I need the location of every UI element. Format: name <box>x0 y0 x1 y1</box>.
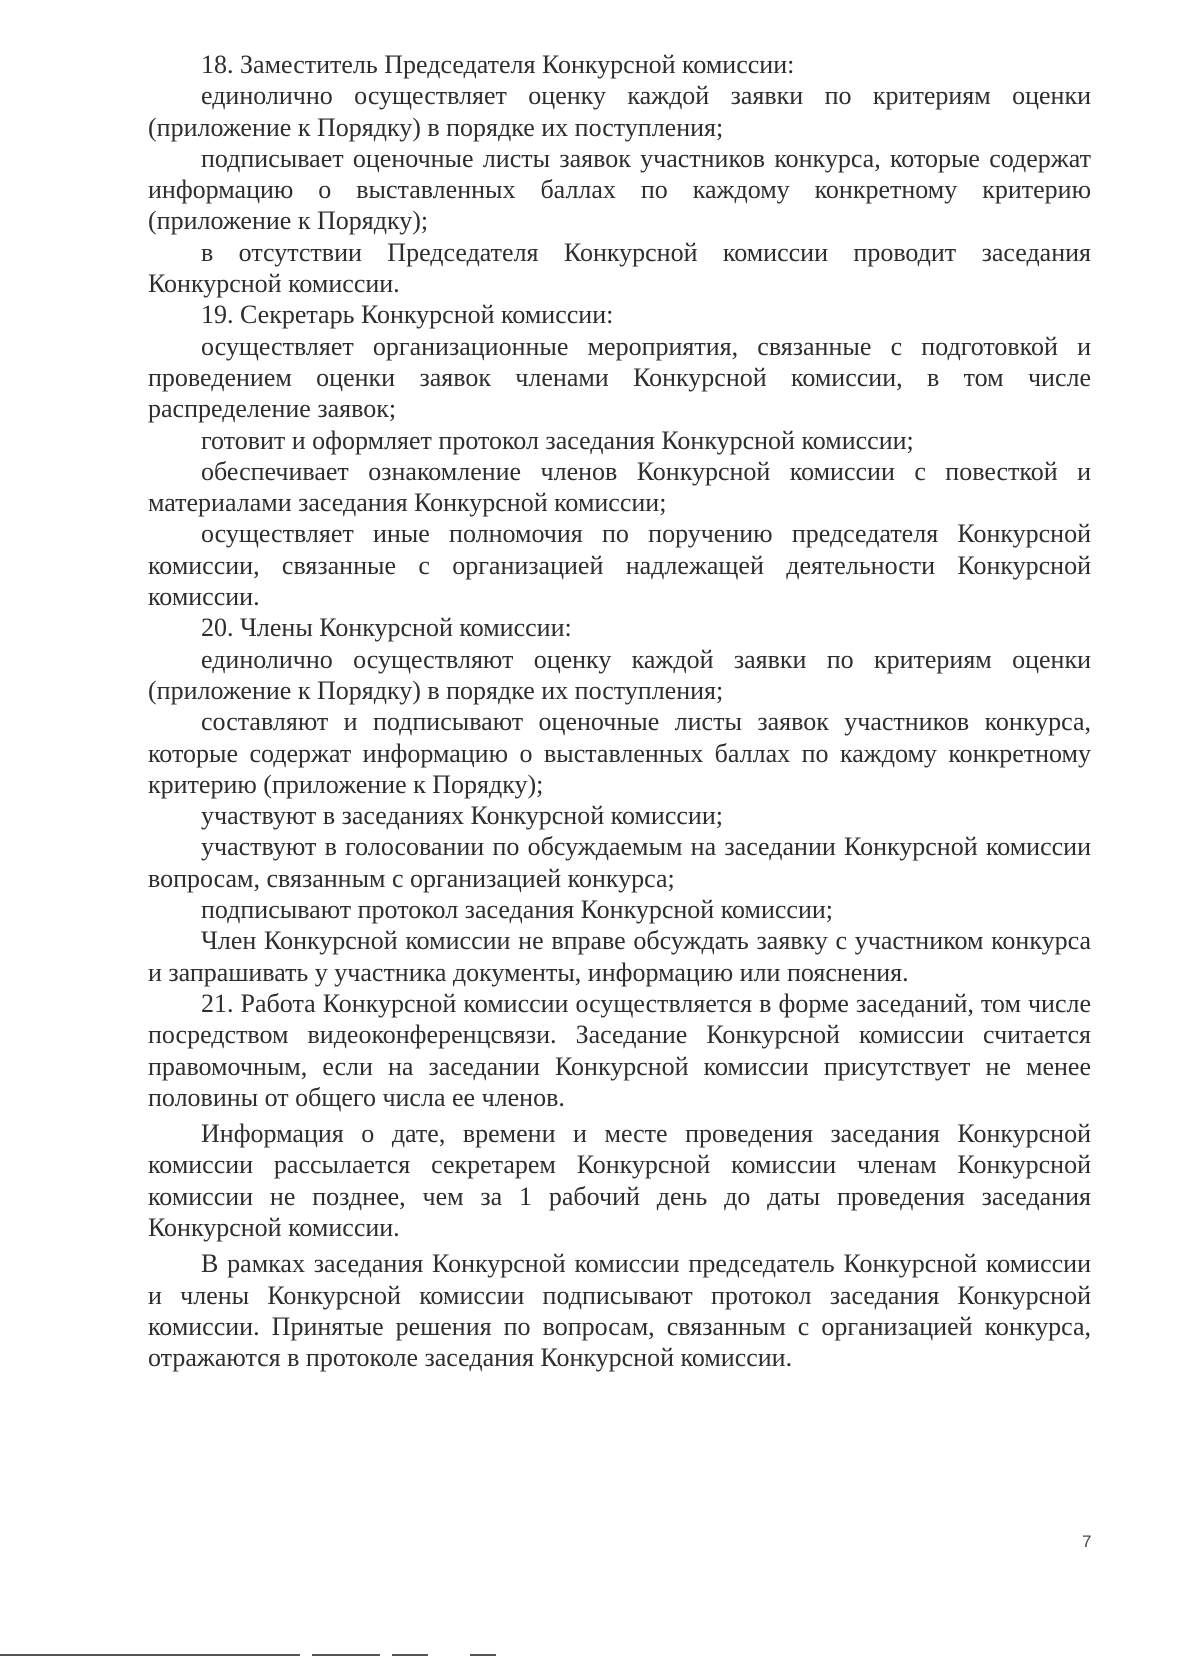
scan-edge-line <box>0 1654 300 1656</box>
paragraph-21-protocol: В рамках заседания Конкурсной комиссии председатель Конкурсной комиссии и члены Конкурсной комиссии подписывают протокол заседания Конкурсной комиссии. Принятые решения по вопросам, связанным с организацией конкурса, отражаются в протоколе заседания Конкурсной комиссии. <box>148 1249 1091 1373</box>
document-body <box>148 49 1091 1373</box>
paragraph-18-item-sign: подписывает оценочные листы заявок участников конкурса, которые содержат информацию о выставленных баллах по каждому конкретному критерию (приложение к Порядку); <box>148 143 1091 236</box>
paragraph-20-item-sign: составляют и подписывают оценочные листы заявок участников конкурса, которые содержат информацию о выставленных баллах по каждому конкретному критерию (приложение к Порядку); <box>148 707 1091 799</box>
paragraph-19-item-organize: осуществляет организационные мероприятия, связанные с подготовкой и проведением оценки заявок членами Конкурсной комиссии, в том числе распределение заявок; <box>148 331 1091 424</box>
page-number: 7 <box>1082 1532 1092 1551</box>
paragraph-19-item-protocol: готовит и оформляет протокол заседания Конкурсной комиссии; <box>201 425 914 455</box>
paragraph-18-item-evaluate: единолично осуществляет оценку каждой заявки по критериям оценки (приложение к Порядку) в порядке их поступления; <box>148 81 1091 142</box>
paragraph-20-item-vote: участвуют в голосовании по обсуждаемым на заседании Конкурсной комиссии вопросам, связанным с организацией конкурса; <box>148 832 1091 893</box>
paragraph-21-work: 21. Работа Конкурсной комиссии осуществляется в форме заседаний, том числе посредством видеоконференцсвязи. Заседание Конкурсной комиссии считается правомочным, если на заседании Конкурсной комиссии присутствует не менее половины от общего числа ее членов. <box>148 988 1091 1112</box>
paragraph-20-item-protocol: подписывают протокол заседания Конкурсной комиссии; <box>201 895 834 925</box>
paragraph-19-item-inform: обеспечивает ознакомление членов Конкурсной комиссии с повесткой и материалами заседания Конкурсной комиссии; <box>148 456 1091 518</box>
paragraph-18-heading: 18. Заместитель Председателя Конкурсной комиссии: <box>201 50 795 79</box>
paragraph-20-item-participate: участвуют в заседаниях Конкурсной комиссии; <box>201 801 723 831</box>
scan-edge-line <box>392 1654 428 1656</box>
paragraph-20-item-evaluate: единолично осуществляют оценку каждой заявки по критериям оценки (приложение к Порядку) в порядке их поступления; <box>148 644 1091 705</box>
paragraph-19-heading: 19. Секретарь Конкурсной комиссии: <box>201 300 614 330</box>
paragraph-18-item-chair: в отсутствии Председателя Конкурсной комиссии проводит заседания Конкурсной комиссии. <box>148 237 1091 299</box>
paragraph-20-item-restriction: Член Конкурсной комиссии не вправе обсуждать заявку с участником конкурса и запрашивать у участника документы, информацию или пояснения. <box>148 926 1091 987</box>
paragraph-20-heading: 20. Члены Конкурсной комиссии: <box>201 613 572 643</box>
scan-edge-line <box>312 1654 380 1656</box>
paragraph-19-item-other: осуществляет иные полномочия по поручению председателя Конкурсной комиссии, связанные с организацией надлежащей деятельности Конкурсной комиссии. <box>148 519 1091 612</box>
scan-edge-line <box>470 1654 496 1656</box>
paragraph-21-information: Информация о дате, времени и месте проведения заседания Конкурсной комиссии рассылается секретарем Конкурсной комиссии членам Конкурсной комиссии не позднее, чем за 1 рабочий день до даты проведения заседания Конкурсной комиссии. <box>148 1119 1091 1242</box>
